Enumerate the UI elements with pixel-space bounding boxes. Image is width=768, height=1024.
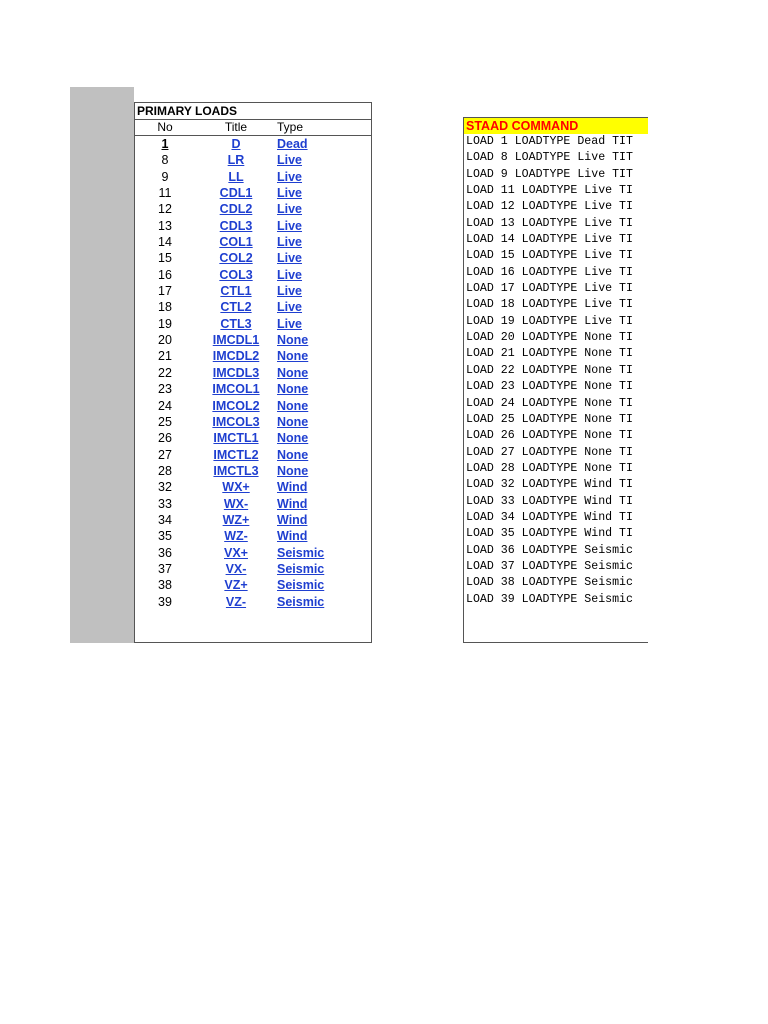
command-line: LOAD 33 LOADTYPE Wind TI <box>466 494 633 508</box>
table-row <box>135 234 371 250</box>
header-no: No <box>157 120 173 134</box>
load-title-link[interactable]: IMCTL3 <box>213 463 259 478</box>
table-row <box>135 348 371 364</box>
load-type-link[interactable]: None <box>277 463 309 478</box>
load-title-link[interactable]: IMCTL1 <box>213 431 259 446</box>
command-line: LOAD 13 LOADTYPE Live TI <box>466 216 633 230</box>
load-type-link[interactable]: Live <box>277 267 303 282</box>
load-type-link[interactable]: None <box>277 365 309 380</box>
table-row <box>135 136 371 152</box>
command-line: LOAD 37 LOADTYPE Seismic <box>466 559 633 573</box>
load-number: 27 <box>158 447 172 462</box>
load-number: 34 <box>158 512 172 527</box>
table-row <box>135 152 371 168</box>
table-row <box>135 267 371 283</box>
load-type-link[interactable]: Seismic <box>277 545 325 560</box>
load-type-link[interactable]: Live <box>277 235 303 250</box>
table-row <box>135 447 371 463</box>
load-number: 32 <box>158 480 172 495</box>
command-line: LOAD 15 LOADTYPE Live TI <box>466 249 633 263</box>
load-type-link[interactable]: Seismic <box>277 594 325 609</box>
load-title-link[interactable]: WX- <box>223 496 249 511</box>
table-row <box>135 545 371 561</box>
load-title-link[interactable]: VX+ <box>224 545 248 560</box>
command-line: LOAD 34 LOADTYPE Wind TI <box>466 510 633 524</box>
load-title-link[interactable]: IMCTL2 <box>213 447 259 462</box>
primary-loads-rows <box>135 136 371 610</box>
command-line: LOAD 36 LOADTYPE Seismic <box>466 543 633 557</box>
load-title-link[interactable]: CDL3 <box>219 218 253 233</box>
load-title-link[interactable]: IMCDL1 <box>212 333 260 348</box>
load-number: 26 <box>158 431 172 446</box>
load-type-link[interactable]: Live <box>277 300 303 315</box>
load-title-link[interactable]: IMCOL2 <box>212 398 260 413</box>
command-line: LOAD 25 LOADTYPE None TI <box>466 412 633 426</box>
load-title-link[interactable]: IMCOL3 <box>212 414 260 429</box>
load-type-link[interactable]: Dead <box>277 137 308 151</box>
load-type-link[interactable]: Wind <box>277 512 308 527</box>
load-number: 20 <box>158 333 172 348</box>
load-title-link[interactable]: COL1 <box>219 235 253 250</box>
load-number: 8 <box>161 153 169 168</box>
table-row <box>135 512 371 528</box>
load-title-link[interactable]: COL2 <box>219 251 253 266</box>
header-title: Title <box>224 120 248 134</box>
load-title-link[interactable]: WZ- <box>224 529 248 544</box>
load-title-link[interactable]: IMCDL2 <box>212 349 260 364</box>
load-number: 38 <box>158 578 172 593</box>
command-line: LOAD 8 LOADTYPE Live TIT <box>466 151 633 165</box>
command-line: LOAD 11 LOADTYPE Live TI <box>466 184 633 198</box>
command-line: LOAD 20 LOADTYPE None TI <box>466 331 633 345</box>
command-line: LOAD 16 LOADTYPE Live TI <box>466 265 633 279</box>
load-title-link[interactable]: IMCOL1 <box>212 382 260 397</box>
table-row <box>135 201 371 217</box>
primary-loads-header <box>135 120 371 136</box>
load-number: 28 <box>158 463 172 478</box>
table-row <box>135 577 371 593</box>
load-type-link[interactable]: Wind <box>277 496 308 511</box>
load-type-link[interactable]: Live <box>277 316 303 331</box>
load-number: 24 <box>158 398 172 413</box>
command-line: LOAD 21 LOADTYPE None TI <box>466 347 633 361</box>
load-number: 35 <box>158 529 172 544</box>
load-number-link[interactable]: 1 <box>161 137 169 151</box>
table-row <box>135 594 371 610</box>
load-title-link[interactable]: D <box>231 137 241 151</box>
load-type-link[interactable]: Live <box>277 169 303 184</box>
load-type-link[interactable]: None <box>277 333 309 348</box>
table-row <box>135 169 371 185</box>
load-type-link[interactable]: None <box>277 382 309 397</box>
load-title-link[interactable]: LR <box>227 153 245 168</box>
table-row <box>135 365 371 381</box>
load-title-link[interactable]: WX+ <box>222 480 250 495</box>
load-title-link[interactable]: IMCDL3 <box>212 365 260 380</box>
command-line: LOAD 19 LOADTYPE Live TI <box>466 314 633 328</box>
command-line: LOAD 27 LOADTYPE None TI <box>466 445 633 459</box>
load-number: 25 <box>158 414 172 429</box>
load-title-link[interactable]: CTL1 <box>220 284 252 299</box>
staad-command-title: STAAD COMMAND <box>464 118 648 134</box>
load-type-link[interactable]: None <box>277 414 309 429</box>
table-row <box>135 561 371 577</box>
load-title-link[interactable]: WZ+ <box>222 512 250 527</box>
command-line: LOAD 17 LOADTYPE Live TI <box>466 282 633 296</box>
table-row <box>135 283 371 299</box>
load-number: 23 <box>158 382 172 397</box>
load-title-link[interactable]: VZ+ <box>224 578 248 593</box>
load-type-link[interactable]: Seismic <box>277 561 325 576</box>
table-row <box>135 299 371 315</box>
load-type-link[interactable]: Seismic <box>277 578 325 593</box>
load-number: 21 <box>158 349 172 364</box>
table-row <box>135 430 371 446</box>
table-row <box>135 316 371 332</box>
load-title-link[interactable]: LL <box>228 169 244 184</box>
command-line: LOAD 32 LOADTYPE Wind TI <box>466 478 633 492</box>
primary-loads-title: PRIMARY LOADS <box>135 103 371 120</box>
load-number: 14 <box>158 235 172 250</box>
command-line: LOAD 12 LOADTYPE Live TI <box>466 200 633 214</box>
table-row <box>135 496 371 512</box>
table-row <box>135 528 371 544</box>
table-row <box>135 398 371 414</box>
row-header-strip <box>70 87 134 643</box>
load-type-link[interactable]: None <box>277 398 309 413</box>
load-number: 17 <box>158 284 172 299</box>
primary-loads-table <box>134 102 372 643</box>
load-number: 9 <box>161 169 169 184</box>
table-row <box>135 218 371 234</box>
command-line: LOAD 14 LOADTYPE Live TI <box>466 233 633 247</box>
command-line: LOAD 28 LOADTYPE None TI <box>466 461 633 475</box>
load-number: 13 <box>158 218 172 233</box>
load-title-link[interactable]: VZ- <box>225 594 247 609</box>
load-number: 16 <box>158 267 172 282</box>
command-line: LOAD 26 LOADTYPE None TI <box>466 429 633 443</box>
command-line: LOAD 38 LOADTYPE Seismic <box>466 576 633 590</box>
load-title-link[interactable]: CDL1 <box>219 186 253 201</box>
table-row <box>135 463 371 479</box>
load-number: 11 <box>158 186 172 201</box>
table-row <box>135 381 371 397</box>
load-number: 33 <box>158 496 172 511</box>
command-line: LOAD 9 LOADTYPE Live TIT <box>466 167 633 181</box>
command-line: LOAD 22 LOADTYPE None TI <box>466 363 633 377</box>
load-number: 37 <box>158 561 172 576</box>
load-number: 22 <box>158 365 172 380</box>
load-title-link[interactable]: CDL2 <box>219 202 253 217</box>
load-title-link[interactable]: CTL2 <box>220 300 252 315</box>
load-title-link[interactable]: VX- <box>225 561 247 576</box>
load-type-link[interactable]: Wind <box>277 480 308 495</box>
command-line: LOAD 24 LOADTYPE None TI <box>466 396 633 410</box>
load-type-link[interactable]: None <box>277 447 309 462</box>
table-row <box>135 414 371 430</box>
load-number: 19 <box>158 316 172 331</box>
load-type-link[interactable]: Live <box>277 218 303 233</box>
header-type: Type <box>277 120 304 134</box>
load-type-link[interactable]: Live <box>277 202 303 217</box>
command-line: LOAD 1 LOADTYPE Dead TIT <box>466 135 633 148</box>
load-number: 36 <box>158 545 172 560</box>
command-line: LOAD 23 LOADTYPE None TI <box>466 380 633 394</box>
load-type-link[interactable]: Wind <box>277 529 308 544</box>
load-title-link[interactable]: COL3 <box>219 267 253 282</box>
command-line: LOAD 18 LOADTYPE Live TI <box>466 298 633 312</box>
load-type-link[interactable]: Live <box>277 186 303 201</box>
load-type-link[interactable]: None <box>277 431 309 446</box>
table-row <box>135 332 371 348</box>
load-type-link[interactable]: Live <box>277 284 303 299</box>
table-row <box>135 185 371 201</box>
table-row <box>135 250 371 266</box>
load-type-link[interactable]: Live <box>277 153 303 168</box>
load-number: 12 <box>158 202 172 217</box>
table-row <box>135 479 371 495</box>
command-line: LOAD 39 LOADTYPE Seismic <box>466 592 633 606</box>
load-number: 15 <box>158 251 172 266</box>
load-number: 39 <box>158 594 172 609</box>
load-title-link[interactable]: CTL3 <box>220 316 252 331</box>
load-type-link[interactable]: Live <box>277 251 303 266</box>
load-type-link[interactable]: None <box>277 349 309 364</box>
command-line: LOAD 35 LOADTYPE Wind TI <box>466 527 633 541</box>
staad-command-lines <box>464 134 648 608</box>
load-number: 18 <box>158 300 172 315</box>
staad-command-panel <box>463 117 648 643</box>
